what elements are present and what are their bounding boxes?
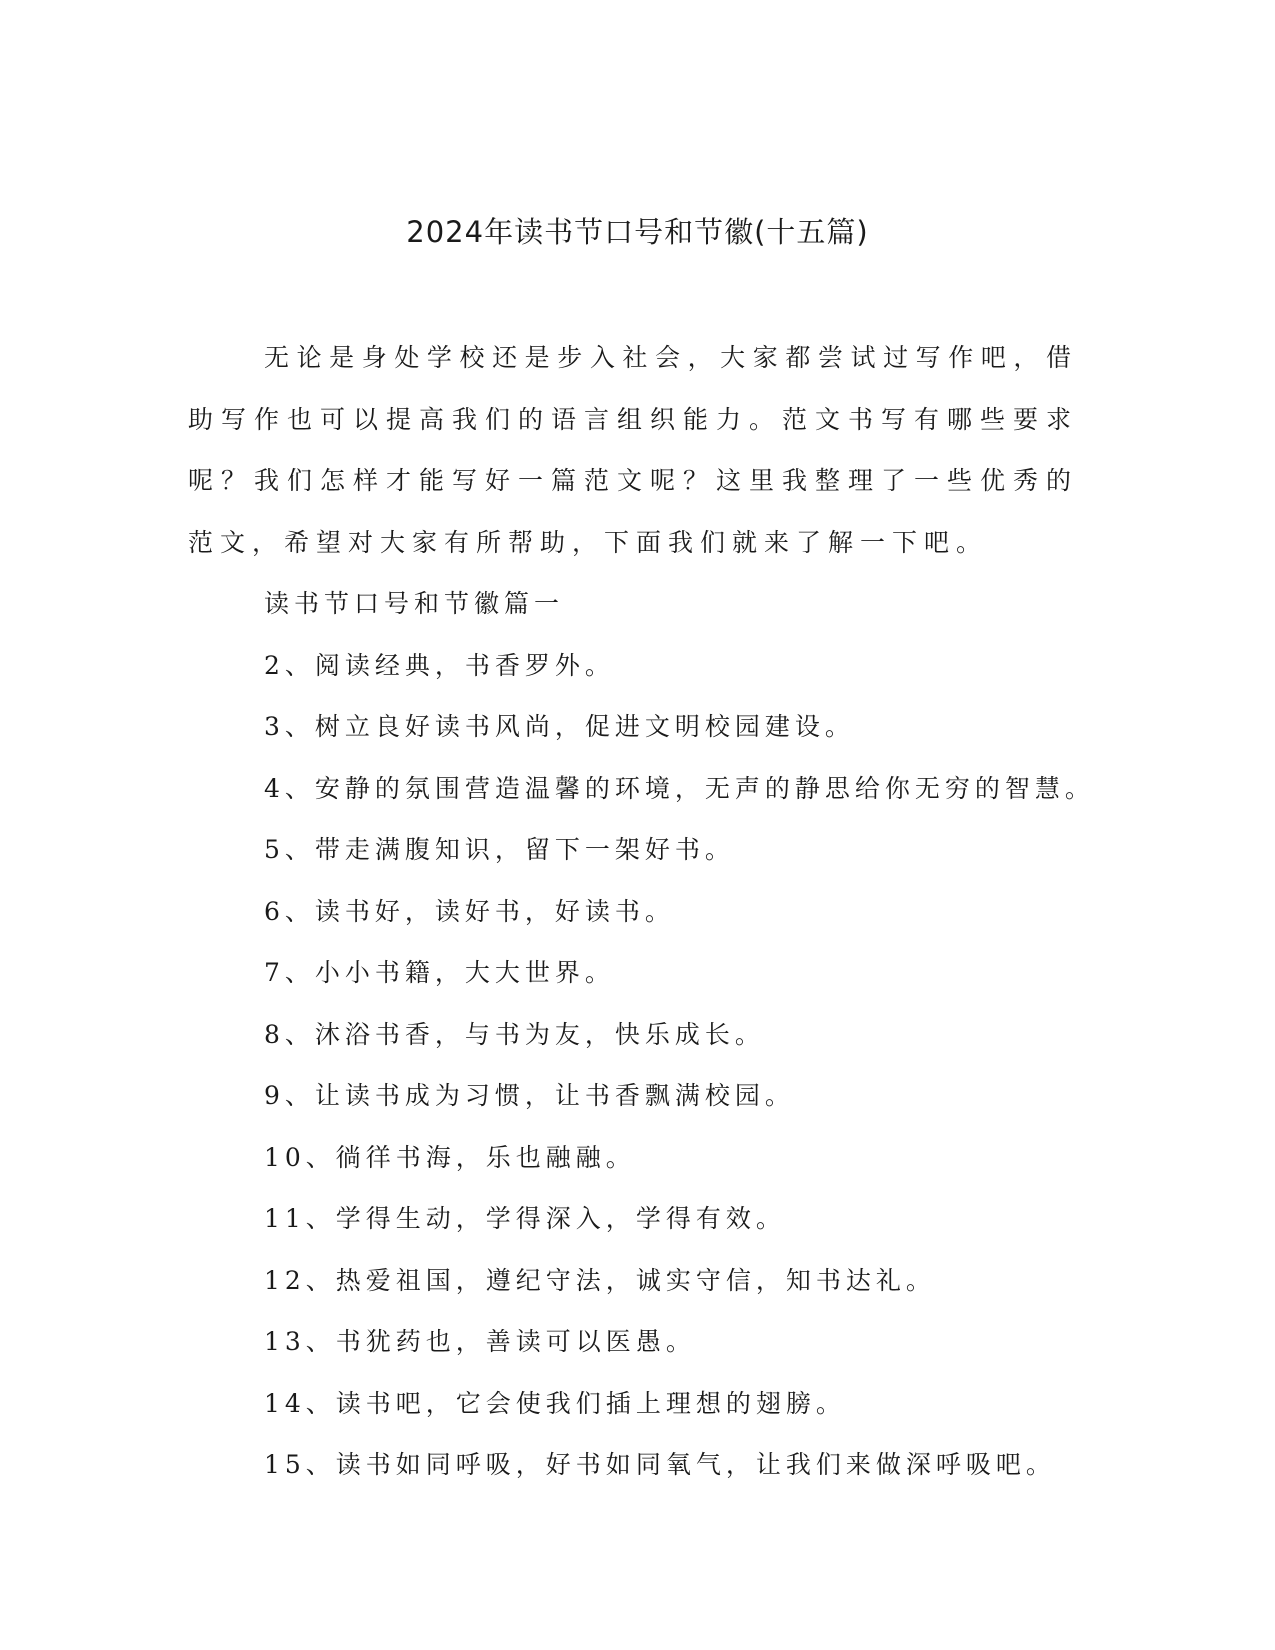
list-item: 12、热爱祖国，遵纪守法，诚实守信，知书达礼。 (264, 1265, 936, 1295)
list-item: 8、沐浴书香，与书为友，快乐成长。 (264, 1019, 765, 1049)
list-item: 13、书犹药也，善读可以医愚。 (264, 1327, 696, 1356)
section-heading: 读书节口号和节徽篇一 (264, 589, 565, 618)
list-item: 2、阅读经典，书香罗外。 (264, 650, 615, 680)
list-item: 4、安静的氛围营造温馨的环境，无声的静思给你无穷的智慧。 (264, 773, 1095, 803)
list-item: 15、读书如同呼吸，好书如同氧气，让我们来做深呼吸吧。 (264, 1450, 1056, 1479)
list-item: 7、小小书籍，大大世界。 (264, 958, 615, 987)
list-item: 11、学得生动，学得深入，学得有效。 (264, 1204, 786, 1233)
slogan-list (264, 573, 1094, 1496)
list-item: 5、带走满腹知识，留下一架好书。 (264, 835, 735, 864)
list-item: 10、徜徉书海，乐也融融。 (264, 1142, 636, 1172)
list-item: 9、让读书成为习惯，让书香飘满校园。 (264, 1081, 795, 1110)
list-item: 14、读书吧，它会使我们插上理想的翅膀。 (264, 1388, 846, 1418)
intro-paragraph: 无论是身处学校还是步入社会，大家都尝试过写作吧，借助写作也可以提高我们的语言组织能力。范文书写有哪些要求呢？我们怎样才能写好一篇范文呢？这里我整理了一些优秀的范文，希望对大家有所帮助，下面我们就来了解一下吧。 (188, 343, 1078, 557)
list-item: 6、读书好，读好书，好读书。 (264, 896, 675, 926)
document-title: 2024年读书节口号和节徽(十五篇) (406, 215, 869, 249)
list-item: 3、树立良好读书风尚，促进文明校园建设。 (264, 712, 855, 741)
